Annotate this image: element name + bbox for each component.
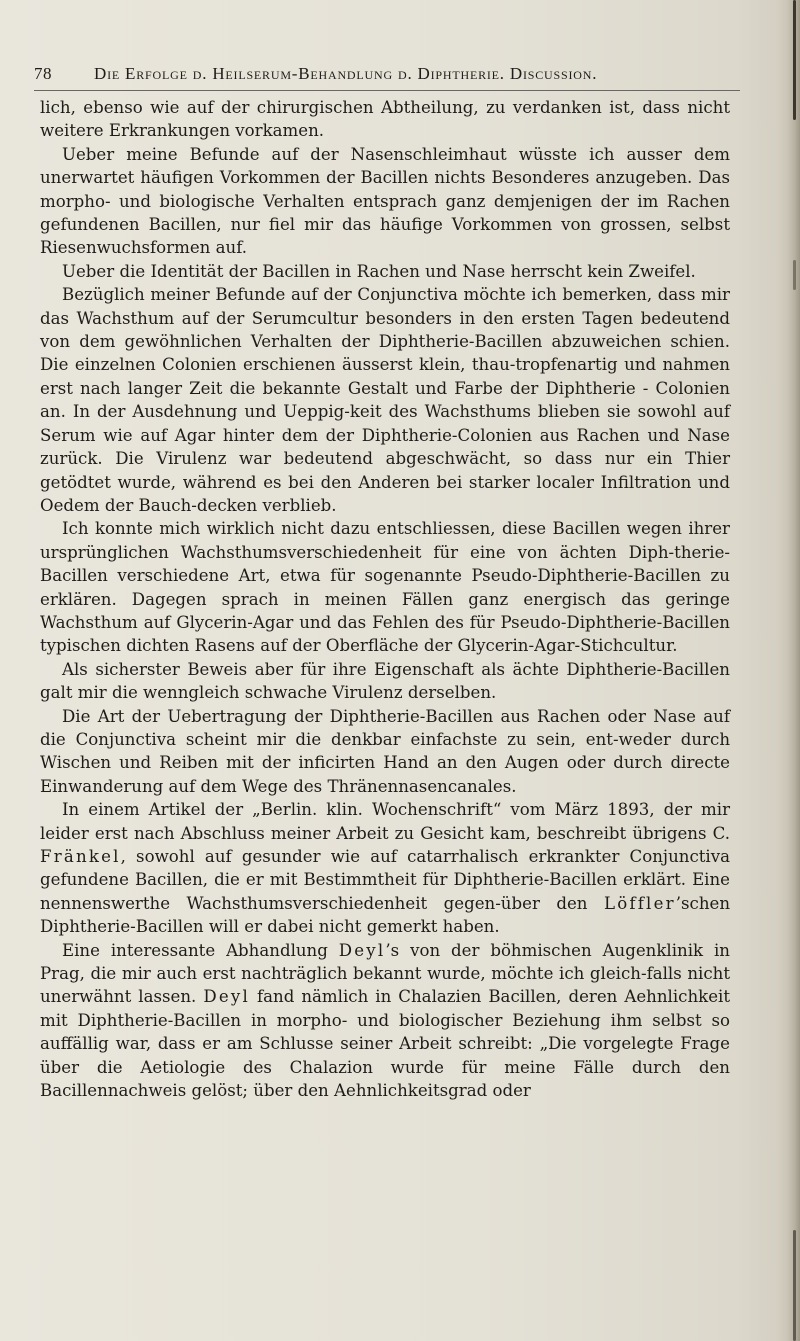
running-title: Die Erfolge d. Heilserum-Behandlung d. Diphtherie. Discussion. bbox=[94, 64, 598, 83]
paragraph: Ueber meine Befunde auf der Nasenschleimhaut wüsste ich ausser dem unerwartet häufigen Vorkommen der Bacillen nichts Besonderes anzugeben. Das morpho- und biologische Verhalten entsprach ganz demjenigen der im Rachen gefundenen Bacillen, nur fiel mir das häufige Vorkommen von grossen, selbst Riesenwuchsformen auf. bbox=[40, 144, 730, 258]
text-run: fand nämlich in Chalazien Bacillen, deren Aehnlichkeit mit Diphtherie-Bacillen in morpho- und biologischer Beziehung ihm selbst so auffällig war, dass er am Schlusse seiner Arbeit schreibt: „Die vorgelegte Frage über die Aetiologie des Chalazion wurde für meine Fälle durch den Bacillennachweis gelöst; über den Aehnlichkeitsgrad oder bbox=[40, 987, 730, 1101]
paragraph bbox=[40, 939, 730, 1103]
author-name: Fränkel bbox=[40, 847, 121, 866]
page-number: 78 bbox=[34, 64, 52, 83]
author-name: Deyl bbox=[338, 940, 386, 960]
text-run: In einem Artikel der „Berlin. klin. Wochenschrift“ vom März 1893, der mir leider erst nach Abschluss meiner Arbeit zu Gesicht kam, beschreibt übrigens C. bbox=[40, 800, 730, 843]
binding-edge-mark bbox=[793, 0, 796, 120]
text-run: , sowohl auf gesunder wie auf catarrhalisch erkrankter Conjunctiva gefundene Bacillen, die er mit Bestimmtheit für Diphtherie-Bacillen erklärt. Eine nennenswerthe Wachsthumsverschiedenheit gegen-über den bbox=[40, 847, 730, 913]
binding-edge-mark bbox=[793, 260, 796, 290]
paragraph: Ueber die Identität der Bacillen in Rachen und Nase herrscht kein Zweifel. bbox=[62, 261, 696, 281]
author-name: Deyl bbox=[203, 987, 250, 1007]
paragraph: lich, ebenso wie auf der chirurgischen Abtheilung, zu verdanken ist, dass nicht weitere Erkrankungen vorkamen. bbox=[40, 98, 730, 141]
body-text bbox=[40, 96, 730, 1102]
text-run: ’schen Diphtherie-Bacillen will er dabei nicht gemerkt haben. bbox=[40, 893, 731, 937]
paragraph: Als sicherster Beweis aber für ihre Eigenschaft als ächte Diphtherie-Bacillen galt mir die wenngleich schwache Virulenz derselben. bbox=[40, 659, 730, 703]
text-run: Eine interessante Abhandlung bbox=[62, 940, 328, 960]
paragraph bbox=[40, 798, 730, 938]
paragraph: Die Art der Uebertragung der Diphtherie-Bacillen aus Rachen oder Nase auf die Conjunctiva scheint mir die denkbar einfachste zu sein, ent-weder durch Wischen und Reiben mit der inficirten Hand an den Augen oder durch directe Einwanderung auf dem Wege des Thränennasencanales. bbox=[40, 706, 730, 796]
binding-edge-mark bbox=[793, 1230, 796, 1341]
author-name: Löffler bbox=[603, 893, 676, 913]
paragraph: Bezüglich meiner Befunde auf der Conjunctiva möchte ich bemerken, dass mir das Wachsthum auf der Serumcultur besonders in den ersten Tagen bedeutend von dem gewöhnlichen Verhalten der Diphtherie-Bacillen abzuweichen schien. Die einzelnen Colonien erschienen äusserst klein, thau-tropfenartig und nahmen erst nach langer Zeit die bekannte Gestalt und Farbe der Diphtherie - Colonien an. In der Ausdehnung und Ueppig-keit des Wachsthums blieben sie sowohl auf Serum wie auf Agar hinter dem der Diphtherie-Colonien aus Rachen und Nase zurück. Die Virulenz war bedeutend abgeschwächt, so dass nur ein Thier getödtet wurde, während es bei den Anderen bei starker localer Infiltration und Oedem der Bauch-decken verblieb. bbox=[40, 285, 730, 515]
header-rule bbox=[34, 90, 740, 91]
running-head bbox=[34, 60, 734, 88]
page-gutter-shadow bbox=[778, 0, 800, 1341]
text-run: ’s von der böhmischen Augenklinik in Prag, die mir auch erst nachträglich bekannt wurde, möchte ich gleich-falls nicht unerwähnt lassen. bbox=[40, 940, 730, 1007]
paragraph: Ich konnte mich wirklich nicht dazu entschliessen, diese Bacillen wegen ihrer ursprünglichen Wachsthumsverschiedenheit für eine von ächten Diph-therie-Bacillen verschiedene Art, etwa für sogenannte Pseudo-Diphtherie-Bacillen zu erklären. Dagegen sprach in meinen Fällen ganz energisch das geringe Wachsthum auf Glycerin-Agar und das Fehlen des für Pseudo-Diphtherie-Bacillen typischen dichten Rasens auf der Oberfläche der Glycerin-Agar-Stichcultur. bbox=[40, 519, 730, 656]
